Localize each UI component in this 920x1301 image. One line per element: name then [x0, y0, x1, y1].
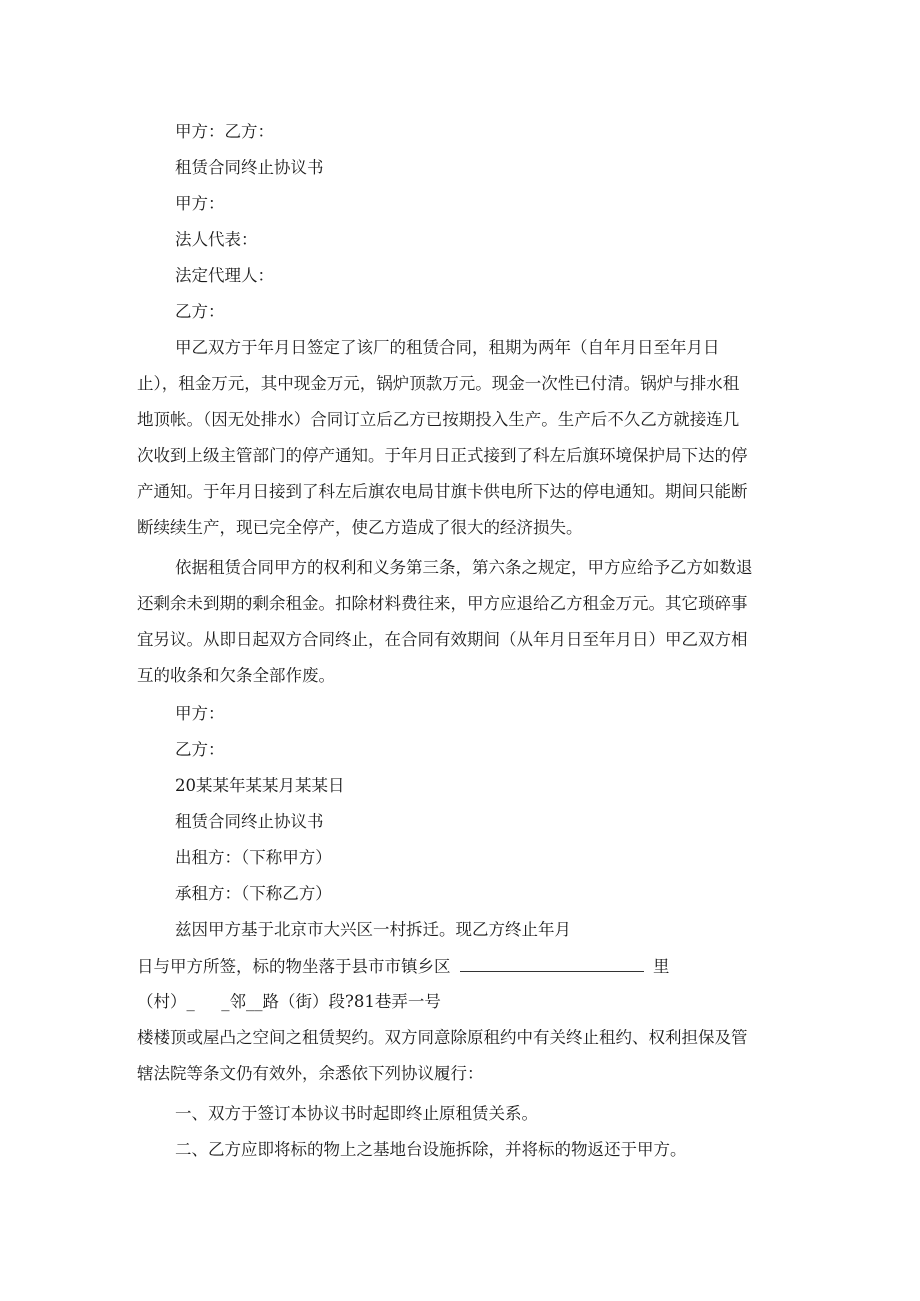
lessee-label: 承租方：（下称乙方）: [175, 884, 332, 903]
paragraph-line: 宜另议。从即日起双方合同终止，在合同有效期间（从年月日至年月日）甲乙双方相: [137, 630, 748, 649]
location-text: 日与甲方所签，标的物坐落于县市市镇乡区: [137, 957, 451, 976]
signature-date: 20某某年某某月某某日: [175, 776, 345, 795]
parties-line: 甲方：乙方：: [175, 122, 274, 141]
demolition-statement: 兹因甲方基于北京市大兴区一村拆迁。现乙方终止年月: [175, 920, 571, 939]
signature-party-b: 乙方：: [175, 740, 225, 759]
party-a-label: 甲方：: [175, 194, 225, 213]
lessor-label: 出租方：（下称甲方）: [175, 848, 332, 867]
location-suffix: 里: [653, 957, 670, 976]
property-location-line: [137, 956, 670, 977]
paragraph-line: 还剩余未到期的剩余租金。扣除材料费往来，甲方应退给乙方租金万元。其它琐碎事: [137, 594, 748, 613]
legal-representative-label: 法人代表：: [175, 230, 258, 249]
agreement-title-1: 租赁合同终止协议书: [175, 158, 324, 177]
address-village: （村）_: [137, 992, 195, 1011]
paragraph-line: 次收到上级主管部门的停产通知。于年月日正式接到了科左后旗环境保护局下达的停: [137, 446, 748, 465]
paragraph-line: 止），租金万元，其中现金万元，锅炉顶款万元。现金一次性已付清。锅炉与排水租: [137, 374, 740, 393]
clause-two: 二、乙方应即将标的物上之基地台设施拆除，并将标的物返还于甲方。: [175, 1140, 687, 1159]
agreement-title-2: 租赁合同终止协议书: [175, 812, 324, 831]
paragraph-line: 产通知。于年月日接到了科左后旗农电局甘旗卡供电所下达的停电通知。期间只能断: [137, 482, 748, 501]
legal-agent-label: 法定代理人：: [175, 266, 274, 285]
party-b-label: 乙方：: [175, 302, 225, 321]
paragraph-line: 断续续生产，现已完全停产，使乙方造成了很大的经济损失。: [137, 518, 583, 537]
paragraph-line: 辖法院等条文仍有效外，余悉依下列协议履行：: [137, 1064, 484, 1083]
paragraph-line: 互的收条和欠条全部作废。: [137, 666, 335, 685]
paragraph-line: 甲乙双方于年月日签定了该厂的租赁合同，租期为两年（自年月日至年月日: [175, 338, 720, 357]
address-rest: _邻__路（街）段?81巷弄一号: [221, 992, 441, 1011]
blank-underline: [460, 956, 644, 972]
paragraph-line: 地顶帐。（因无处排水）合同订立后乙方已按期投入生产。生产后不久乙方就接连几: [137, 410, 740, 429]
signature-party-a: 甲方：: [175, 704, 225, 723]
paragraph-line: 依据租赁合同甲方的权利和义务第三条，第六条之规定，甲方应给予乙方如数退: [175, 558, 753, 577]
clause-one: 一、双方于签订本协议书时起即终止原租赁关系。: [175, 1104, 538, 1123]
address-line: [137, 992, 441, 1012]
paragraph-line: 楼楼顶或屋凸之空间之租赁契约。双方同意除原租约中有关终止租约、权利担保及管: [137, 1028, 748, 1047]
